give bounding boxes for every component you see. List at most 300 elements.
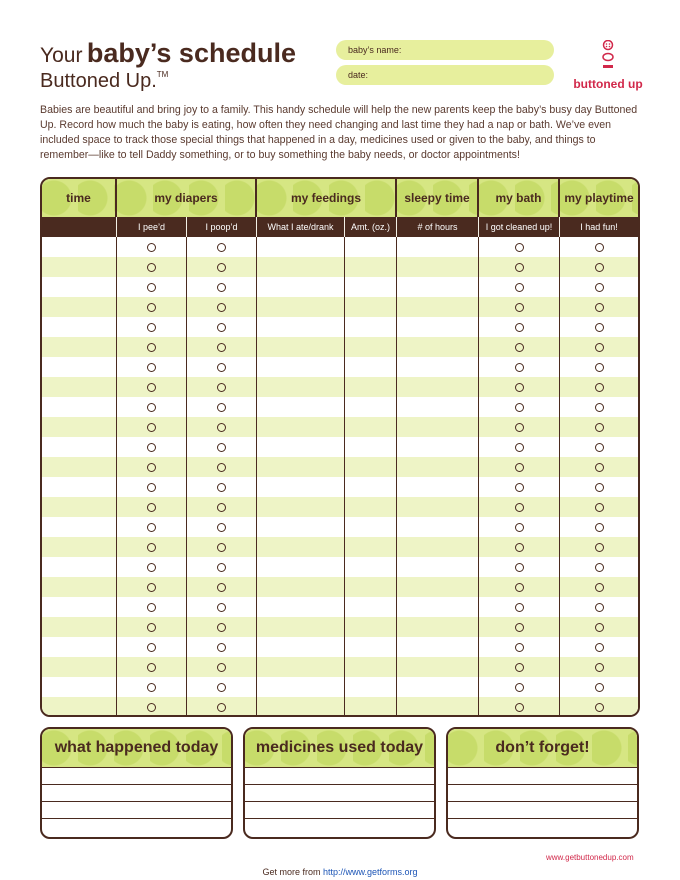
checkbox-circle-icon[interactable] [147,523,156,532]
cell-ate-drank[interactable] [257,517,345,537]
cell-pooped[interactable] [187,657,257,677]
checkbox-circle-icon[interactable] [515,403,524,412]
cell-time[interactable] [42,437,117,457]
cell-amount[interactable] [345,557,397,577]
cell-ate-drank[interactable] [257,477,345,497]
checkbox-circle-icon[interactable] [515,683,524,692]
cell-cleaned-up[interactable] [479,417,560,437]
checkbox-circle-icon[interactable] [515,623,524,632]
checkbox-circle-icon[interactable] [217,583,226,592]
cell-cleaned-up[interactable] [479,297,560,317]
cell-time[interactable] [42,397,117,417]
checkbox-circle-icon[interactable] [595,663,604,672]
medicines-line[interactable] [245,801,434,818]
cell-time[interactable] [42,497,117,517]
checkbox-circle-icon[interactable] [515,663,524,672]
cell-cleaned-up[interactable] [479,397,560,417]
cell-pooped[interactable] [187,517,257,537]
checkbox-circle-icon[interactable] [217,643,226,652]
checkbox-circle-icon[interactable] [515,343,524,352]
cell-had-fun[interactable] [560,677,638,697]
checkbox-circle-icon[interactable] [147,323,156,332]
cell-had-fun[interactable] [560,477,638,497]
cell-time[interactable] [42,417,117,437]
cell-pooped[interactable] [187,297,257,317]
cell-pooped[interactable] [187,497,257,517]
cell-cleaned-up[interactable] [479,377,560,397]
cell-amount[interactable] [345,417,397,437]
checkbox-circle-icon[interactable] [595,303,604,312]
cell-had-fun[interactable] [560,297,638,317]
cell-cleaned-up[interactable] [479,497,560,517]
cell-hours[interactable] [397,657,479,677]
cell-time[interactable] [42,537,117,557]
cell-time[interactable] [42,357,117,377]
cell-peed[interactable] [117,617,187,637]
checkbox-circle-icon[interactable] [595,263,604,272]
cell-pooped[interactable] [187,617,257,637]
cell-cleaned-up[interactable] [479,557,560,577]
checkbox-circle-icon[interactable] [595,523,604,532]
cell-time[interactable] [42,617,117,637]
checkbox-circle-icon[interactable] [217,323,226,332]
cell-had-fun[interactable] [560,517,638,537]
cell-amount[interactable] [345,377,397,397]
cell-amount[interactable] [345,637,397,657]
checkbox-circle-icon[interactable] [515,563,524,572]
cell-time[interactable] [42,237,117,257]
cell-peed[interactable] [117,517,187,537]
cell-peed[interactable] [117,257,187,277]
checkbox-circle-icon[interactable] [515,523,524,532]
checkbox-circle-icon[interactable] [147,383,156,392]
cell-hours[interactable] [397,377,479,397]
cell-pooped[interactable] [187,237,257,257]
cell-pooped[interactable] [187,637,257,657]
checkbox-circle-icon[interactable] [595,383,604,392]
cell-had-fun[interactable] [560,497,638,517]
cell-peed[interactable] [117,537,187,557]
cell-time[interactable] [42,637,117,657]
cell-had-fun[interactable] [560,277,638,297]
checkbox-circle-icon[interactable] [595,323,604,332]
checkbox-circle-icon[interactable] [515,423,524,432]
cell-peed[interactable] [117,437,187,457]
cell-peed[interactable] [117,417,187,437]
cell-pooped[interactable] [187,417,257,437]
cell-ate-drank[interactable] [257,417,345,437]
cell-pooped[interactable] [187,697,257,717]
cell-time[interactable] [42,457,117,477]
cell-had-fun[interactable] [560,257,638,277]
cell-pooped[interactable] [187,477,257,497]
cell-hours[interactable] [397,557,479,577]
cell-cleaned-up[interactable] [479,277,560,297]
cell-cleaned-up[interactable] [479,437,560,457]
cell-cleaned-up[interactable] [479,697,560,717]
cell-amount[interactable] [345,357,397,377]
cell-time[interactable] [42,297,117,317]
checkbox-circle-icon[interactable] [217,423,226,432]
medicines-line[interactable] [245,767,434,784]
checkbox-circle-icon[interactable] [595,483,604,492]
cell-cleaned-up[interactable] [479,577,560,597]
checkbox-circle-icon[interactable] [515,483,524,492]
cell-peed[interactable] [117,697,187,717]
cell-hours[interactable] [397,517,479,537]
dont-forget-line[interactable] [448,801,637,818]
checkbox-circle-icon[interactable] [217,343,226,352]
checkbox-circle-icon[interactable] [147,363,156,372]
cell-ate-drank[interactable] [257,597,345,617]
cell-peed[interactable] [117,577,187,597]
checkbox-circle-icon[interactable] [147,603,156,612]
checkbox-circle-icon[interactable] [595,283,604,292]
checkbox-circle-icon[interactable] [595,563,604,572]
checkbox-circle-icon[interactable] [147,663,156,672]
cell-cleaned-up[interactable] [479,457,560,477]
cell-time[interactable] [42,317,117,337]
cell-had-fun[interactable] [560,377,638,397]
cell-hours[interactable] [397,417,479,437]
cell-cleaned-up[interactable] [479,357,560,377]
cell-peed[interactable] [117,497,187,517]
cell-had-fun[interactable] [560,697,638,717]
cell-had-fun[interactable] [560,617,638,637]
cell-hours[interactable] [397,697,479,717]
medicines-line[interactable] [245,818,434,835]
footer-link[interactable]: http://www.getforms.org [322,867,418,877]
cell-amount[interactable] [345,257,397,277]
checkbox-circle-icon[interactable] [147,623,156,632]
checkbox-circle-icon[interactable] [217,443,226,452]
cell-time[interactable] [42,337,117,357]
checkbox-circle-icon[interactable] [217,283,226,292]
cell-pooped[interactable] [187,257,257,277]
cell-amount[interactable] [345,697,397,717]
checkbox-circle-icon[interactable] [515,583,524,592]
checkbox-circle-icon[interactable] [515,243,524,252]
cell-amount[interactable] [345,477,397,497]
cell-hours[interactable] [397,577,479,597]
checkbox-circle-icon[interactable] [595,683,604,692]
cell-pooped[interactable] [187,437,257,457]
what-happened-line[interactable] [42,818,231,835]
cell-ate-drank[interactable] [257,277,345,297]
cell-peed[interactable] [117,277,187,297]
cell-hours[interactable] [397,337,479,357]
cell-ate-drank[interactable] [257,537,345,557]
cell-ate-drank[interactable] [257,617,345,637]
cell-pooped[interactable] [187,577,257,597]
what-happened-line[interactable] [42,784,231,801]
checkbox-circle-icon[interactable] [217,623,226,632]
checkbox-circle-icon[interactable] [515,643,524,652]
cell-had-fun[interactable] [560,637,638,657]
checkbox-circle-icon[interactable] [217,503,226,512]
cell-had-fun[interactable] [560,237,638,257]
cell-peed[interactable] [117,637,187,657]
cell-peed[interactable] [117,677,187,697]
cell-hours[interactable] [397,437,479,457]
checkbox-circle-icon[interactable] [515,503,524,512]
checkbox-circle-icon[interactable] [595,643,604,652]
checkbox-circle-icon[interactable] [595,343,604,352]
checkbox-circle-icon[interactable] [217,703,226,712]
cell-had-fun[interactable] [560,597,638,617]
checkbox-circle-icon[interactable] [217,263,226,272]
checkbox-circle-icon[interactable] [515,463,524,472]
cell-peed[interactable] [117,457,187,477]
cell-hours[interactable] [397,497,479,517]
cell-peed[interactable] [117,557,187,577]
medicines-line[interactable] [245,784,434,801]
cell-hours[interactable] [397,317,479,337]
checkbox-circle-icon[interactable] [595,423,604,432]
checkbox-circle-icon[interactable] [217,683,226,692]
cell-pooped[interactable] [187,597,257,617]
cell-cleaned-up[interactable] [479,637,560,657]
cell-had-fun[interactable] [560,557,638,577]
cell-cleaned-up[interactable] [479,597,560,617]
dont-forget-line[interactable] [448,784,637,801]
checkbox-circle-icon[interactable] [217,563,226,572]
cell-peed[interactable] [117,357,187,377]
cell-ate-drank[interactable] [257,697,345,717]
checkbox-circle-icon[interactable] [147,703,156,712]
cell-amount[interactable] [345,397,397,417]
cell-time[interactable] [42,517,117,537]
checkbox-circle-icon[interactable] [515,703,524,712]
cell-cleaned-up[interactable] [479,237,560,257]
cell-hours[interactable] [397,357,479,377]
checkbox-circle-icon[interactable] [595,243,604,252]
cell-amount[interactable] [345,237,397,257]
cell-ate-drank[interactable] [257,637,345,657]
cell-amount[interactable] [345,317,397,337]
cell-amount[interactable] [345,457,397,477]
checkbox-circle-icon[interactable] [217,383,226,392]
checkbox-circle-icon[interactable] [595,463,604,472]
cell-ate-drank[interactable] [257,357,345,377]
cell-pooped[interactable] [187,457,257,477]
checkbox-circle-icon[interactable] [515,383,524,392]
cell-time[interactable] [42,697,117,717]
cell-amount[interactable] [345,537,397,557]
cell-time[interactable] [42,377,117,397]
checkbox-circle-icon[interactable] [595,403,604,412]
checkbox-circle-icon[interactable] [217,403,226,412]
cell-cleaned-up[interactable] [479,517,560,537]
cell-pooped[interactable] [187,317,257,337]
cell-had-fun[interactable] [560,537,638,557]
cell-hours[interactable] [397,537,479,557]
checkbox-circle-icon[interactable] [515,303,524,312]
checkbox-circle-icon[interactable] [147,263,156,272]
cell-had-fun[interactable] [560,357,638,377]
cell-peed[interactable] [117,477,187,497]
cell-hours[interactable] [397,597,479,617]
cell-hours[interactable] [397,257,479,277]
cell-had-fun[interactable] [560,457,638,477]
cell-had-fun[interactable] [560,397,638,417]
cell-time[interactable] [42,477,117,497]
checkbox-circle-icon[interactable] [515,363,524,372]
checkbox-circle-icon[interactable] [515,543,524,552]
cell-peed[interactable] [117,397,187,417]
cell-pooped[interactable] [187,357,257,377]
cell-cleaned-up[interactable] [479,677,560,697]
cell-peed[interactable] [117,297,187,317]
cell-had-fun[interactable] [560,657,638,677]
cell-time[interactable] [42,277,117,297]
cell-time[interactable] [42,257,117,277]
checkbox-circle-icon[interactable] [147,303,156,312]
cell-pooped[interactable] [187,557,257,577]
cell-ate-drank[interactable] [257,257,345,277]
cell-cleaned-up[interactable] [479,477,560,497]
checkbox-circle-icon[interactable] [595,703,604,712]
dont-forget-line[interactable] [448,767,637,784]
cell-time[interactable] [42,677,117,697]
cell-cleaned-up[interactable] [479,337,560,357]
cell-ate-drank[interactable] [257,497,345,517]
checkbox-circle-icon[interactable] [515,323,524,332]
checkbox-circle-icon[interactable] [217,483,226,492]
cell-cleaned-up[interactable] [479,317,560,337]
cell-amount[interactable] [345,657,397,677]
cell-hours[interactable] [397,477,479,497]
cell-pooped[interactable] [187,397,257,417]
cell-amount[interactable] [345,677,397,697]
cell-amount[interactable] [345,437,397,457]
cell-ate-drank[interactable] [257,657,345,677]
cell-amount[interactable] [345,297,397,317]
cell-peed[interactable] [117,317,187,337]
checkbox-circle-icon[interactable] [515,443,524,452]
checkbox-circle-icon[interactable] [217,303,226,312]
cell-cleaned-up[interactable] [479,537,560,557]
cell-time[interactable] [42,557,117,577]
dont-forget-line[interactable] [448,818,637,835]
checkbox-circle-icon[interactable] [515,283,524,292]
cell-pooped[interactable] [187,377,257,397]
checkbox-circle-icon[interactable] [147,243,156,252]
brand-url[interactable]: www.getbuttonedup.com [546,853,634,862]
checkbox-circle-icon[interactable] [147,463,156,472]
checkbox-circle-icon[interactable] [595,623,604,632]
checkbox-circle-icon[interactable] [147,343,156,352]
checkbox-circle-icon[interactable] [217,543,226,552]
checkbox-circle-icon[interactable] [147,583,156,592]
checkbox-circle-icon[interactable] [147,483,156,492]
cell-ate-drank[interactable] [257,397,345,417]
cell-hours[interactable] [397,297,479,317]
checkbox-circle-icon[interactable] [147,403,156,412]
checkbox-circle-icon[interactable] [515,263,524,272]
what-happened-line[interactable] [42,767,231,784]
checkbox-circle-icon[interactable] [217,243,226,252]
cell-ate-drank[interactable] [257,677,345,697]
cell-ate-drank[interactable] [257,337,345,357]
cell-ate-drank[interactable] [257,457,345,477]
cell-had-fun[interactable] [560,417,638,437]
cell-pooped[interactable] [187,677,257,697]
cell-cleaned-up[interactable] [479,257,560,277]
cell-peed[interactable] [117,377,187,397]
checkbox-circle-icon[interactable] [147,643,156,652]
cell-ate-drank[interactable] [257,577,345,597]
cell-ate-drank[interactable] [257,317,345,337]
cell-time[interactable] [42,577,117,597]
checkbox-circle-icon[interactable] [595,583,604,592]
cell-amount[interactable] [345,517,397,537]
cell-cleaned-up[interactable] [479,657,560,677]
checkbox-circle-icon[interactable] [595,363,604,372]
checkbox-circle-icon[interactable] [515,603,524,612]
date-field[interactable] [336,65,554,85]
cell-ate-drank[interactable] [257,237,345,257]
checkbox-circle-icon[interactable] [217,663,226,672]
cell-amount[interactable] [345,597,397,617]
checkbox-circle-icon[interactable] [595,443,604,452]
cell-hours[interactable] [397,617,479,637]
cell-had-fun[interactable] [560,337,638,357]
checkbox-circle-icon[interactable] [217,363,226,372]
cell-hours[interactable] [397,457,479,477]
cell-peed[interactable] [117,337,187,357]
checkbox-circle-icon[interactable] [595,503,604,512]
cell-ate-drank[interactable] [257,377,345,397]
checkbox-circle-icon[interactable] [147,543,156,552]
cell-pooped[interactable] [187,337,257,357]
checkbox-circle-icon[interactable] [147,503,156,512]
checkbox-circle-icon[interactable] [147,443,156,452]
cell-amount[interactable] [345,497,397,517]
cell-time[interactable] [42,657,117,677]
cell-hours[interactable] [397,637,479,657]
cell-hours[interactable] [397,397,479,417]
checkbox-circle-icon[interactable] [217,463,226,472]
cell-ate-drank[interactable] [257,557,345,577]
baby-name-field[interactable] [336,40,554,60]
cell-amount[interactable] [345,617,397,637]
cell-peed[interactable] [117,597,187,617]
checkbox-circle-icon[interactable] [147,563,156,572]
cell-had-fun[interactable] [560,577,638,597]
checkbox-circle-icon[interactable] [595,543,604,552]
cell-time[interactable] [42,597,117,617]
cell-cleaned-up[interactable] [479,617,560,637]
checkbox-circle-icon[interactable] [217,523,226,532]
cell-ate-drank[interactable] [257,297,345,317]
checkbox-circle-icon[interactable] [147,423,156,432]
cell-hours[interactable] [397,677,479,697]
cell-hours[interactable] [397,277,479,297]
cell-peed[interactable] [117,657,187,677]
what-happened-line[interactable] [42,801,231,818]
checkbox-circle-icon[interactable] [217,603,226,612]
cell-had-fun[interactable] [560,437,638,457]
cell-hours[interactable] [397,237,479,257]
cell-amount[interactable] [345,337,397,357]
cell-amount[interactable] [345,277,397,297]
cell-amount[interactable] [345,577,397,597]
cell-pooped[interactable] [187,537,257,557]
checkbox-circle-icon[interactable] [147,683,156,692]
cell-pooped[interactable] [187,277,257,297]
checkbox-circle-icon[interactable] [595,603,604,612]
